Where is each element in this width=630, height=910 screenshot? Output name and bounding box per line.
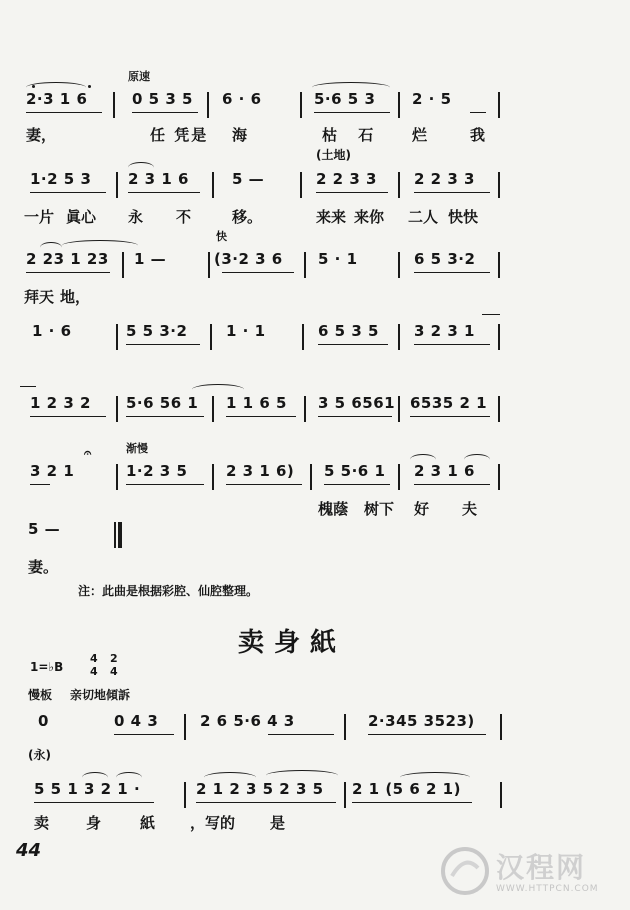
measure: 2 3 1 6 [414, 462, 475, 480]
barline [116, 324, 118, 350]
song-title: 卖身紙 [238, 628, 347, 658]
barline [398, 92, 400, 118]
beam [126, 416, 204, 417]
tempo-mark: 渐慢 [126, 442, 148, 455]
measure: 2 23 1 23 [26, 250, 109, 268]
meter-numerator: 4 [90, 652, 98, 665]
barline [212, 172, 214, 198]
barline [300, 172, 302, 198]
measure: 1·2 5 3 [30, 170, 92, 188]
tie-end [20, 386, 36, 387]
beam [222, 272, 294, 273]
lyric: 拜天 [24, 288, 55, 306]
beam [318, 344, 388, 345]
measure: 1 1 6 5 [226, 394, 287, 412]
measure: 5 — [232, 170, 265, 188]
barline [122, 252, 124, 278]
beam [226, 416, 296, 417]
lyric: 地， [60, 288, 91, 306]
measure: 0 [38, 712, 49, 730]
barline [398, 252, 400, 278]
measure: 1 · 1 [226, 322, 266, 340]
measure: 2 6 5·6 4 3 [200, 712, 295, 730]
lyric: 好 [414, 500, 430, 518]
barline [310, 464, 312, 490]
lyric: 快快 [448, 208, 479, 226]
watermark-logo-icon [438, 844, 492, 898]
lyric: 枯 石 [322, 126, 382, 144]
beam [470, 112, 486, 113]
lyric: 烂 [412, 126, 428, 144]
barline [498, 252, 500, 278]
barline [498, 92, 500, 118]
staff-line-5 [0, 394, 630, 424]
measure: 5 — [28, 520, 61, 538]
beam [30, 484, 50, 485]
barline [300, 92, 302, 118]
beam [128, 192, 200, 193]
barline [398, 324, 400, 350]
lyric: 来你 [354, 208, 385, 226]
beam [352, 802, 472, 803]
measure: 6 5 3·2 [414, 250, 476, 268]
barline [208, 252, 210, 278]
measure: 1 — [134, 250, 167, 268]
barline [500, 782, 502, 808]
beam [114, 734, 174, 735]
lyric: 不 [176, 208, 192, 226]
measure: 2 · 5 [412, 90, 452, 108]
measure: 2·3 1 6 [26, 90, 88, 108]
barline [184, 782, 186, 808]
barline [116, 396, 118, 422]
final-barline [118, 522, 122, 548]
barline [498, 324, 500, 350]
barline [398, 396, 400, 422]
measure: 2 1 (5 6 2 1) [352, 780, 461, 798]
lyric: ，写的 [190, 814, 236, 832]
measure: 6 5 3 5 [318, 322, 379, 340]
lyric: 槐蔭 [318, 500, 349, 518]
octave-dot [32, 85, 35, 88]
staff-line-7 [0, 520, 630, 550]
lyric: 夫 [462, 500, 478, 518]
measure: 1 2 3 2 [30, 394, 91, 412]
staff-line-s2-2 [0, 780, 630, 810]
beam [414, 272, 490, 273]
expression-mark: 亲切地傾訴 [70, 688, 131, 702]
measure: 1 · 6 [32, 322, 72, 340]
beam [414, 484, 490, 485]
barline [398, 464, 400, 490]
watermark-url: WWW.HTTPCN.COM [496, 884, 599, 894]
tie-start [482, 314, 500, 315]
barline [116, 172, 118, 198]
measure: 2·345 3523) [368, 712, 475, 730]
beam [368, 734, 486, 735]
measure: 2 2 3 3 [316, 170, 377, 188]
barline [500, 714, 502, 740]
barline [302, 324, 304, 350]
measure: 3 5 6561 [318, 394, 396, 412]
measure: 1·2 3 5 [126, 462, 188, 480]
staff-line-2 [0, 170, 630, 200]
beam [316, 192, 388, 193]
lyric: 是 [270, 814, 286, 832]
barline [398, 172, 400, 198]
measure: 5 5 3·2 [126, 322, 188, 340]
staff-line-s2-1 [0, 712, 630, 742]
lyric: 卖 [34, 814, 50, 832]
lyric: 二人 [408, 208, 439, 226]
beam [126, 484, 204, 485]
staff-line-4 [0, 322, 630, 352]
meter-numerator: 2 [110, 652, 118, 665]
measure: 0 5 3 5 [132, 90, 193, 108]
beam [126, 344, 200, 345]
beam [414, 344, 490, 345]
beam [30, 416, 106, 417]
barline [344, 714, 346, 740]
lyric: 任 凭是 [150, 126, 209, 144]
role-label: (土地) [316, 148, 351, 162]
role-label: (永) [28, 748, 51, 762]
lyric: 永 [128, 208, 144, 226]
measure: 2 1 2 3 5 2 3 5 [196, 780, 324, 798]
beam [268, 734, 334, 735]
beam [414, 192, 490, 193]
lyric: 来来 [316, 208, 347, 226]
barline [210, 324, 212, 350]
lyric: 移。 [232, 208, 263, 226]
tempo-mark: 慢板 [28, 688, 53, 702]
lyric: 紙 [140, 814, 156, 832]
beam [318, 416, 392, 417]
beam [34, 802, 154, 803]
measure: 5·6 56 1 [126, 394, 199, 412]
measure: 6 · 6 [222, 90, 262, 108]
barline [207, 92, 209, 118]
beam [324, 484, 390, 485]
beam [196, 802, 336, 803]
lyric: 身 [86, 814, 102, 832]
barline [113, 92, 115, 118]
lyric: 一片 [24, 208, 55, 226]
octave-dot [88, 85, 91, 88]
barline [114, 522, 116, 548]
lyric: 我 [470, 126, 486, 144]
measure: 5 · 1 [318, 250, 358, 268]
barline [498, 172, 500, 198]
measure: 3 2 1 [30, 462, 75, 480]
barline [212, 396, 214, 422]
footnote: 注：此曲是根据彩腔、仙腔整理。 [78, 584, 259, 598]
measure: (3·2 3 6 [214, 250, 283, 268]
lyric: 眞心 [66, 208, 97, 226]
meter-denominator: 4 [110, 665, 118, 678]
key-signature: 1=♭B [30, 660, 64, 674]
measure: 5·6 5 3 [314, 90, 376, 108]
staff-line-3 [0, 250, 630, 280]
fermata-icon: 𝄐 [84, 446, 92, 461]
watermark-name: 汉程网 [496, 851, 587, 884]
measure: 2 2 3 3 [414, 170, 475, 188]
beam [132, 112, 198, 113]
beam [26, 112, 102, 113]
beam [314, 112, 390, 113]
measure: 0 4 3 [114, 712, 159, 730]
barline [344, 782, 346, 808]
barline [116, 464, 118, 490]
lyric: 海 [232, 126, 248, 144]
measure: 2 3 1 6) [226, 462, 295, 480]
lyric: 妻， [26, 126, 57, 144]
tempo-mark: 原速 [128, 70, 150, 83]
beam [26, 272, 110, 273]
barline [498, 396, 500, 422]
measure: 5 5 1 3 2 1 · [34, 780, 141, 798]
page-number: 44 [16, 840, 42, 861]
barline [212, 464, 214, 490]
watermark [438, 844, 616, 902]
measure: 2 3 1 6 [128, 170, 189, 188]
measure: 3 2 3 1 [414, 322, 475, 340]
measure: 5 5·6 1 [324, 462, 386, 480]
meter-denominator: 4 [90, 665, 98, 678]
barline [184, 714, 186, 740]
lyric: 树下 [364, 500, 395, 518]
beam [226, 484, 302, 485]
tempo-mark: 快 [216, 230, 227, 243]
barline [304, 396, 306, 422]
beam [410, 416, 490, 417]
barline [498, 464, 500, 490]
key-and-meter [30, 652, 170, 680]
staff-line-1 [0, 90, 630, 120]
barline [304, 252, 306, 278]
lyric: 妻。 [28, 558, 59, 576]
beam [30, 192, 106, 193]
measure: 6535 2 1 [410, 394, 488, 412]
